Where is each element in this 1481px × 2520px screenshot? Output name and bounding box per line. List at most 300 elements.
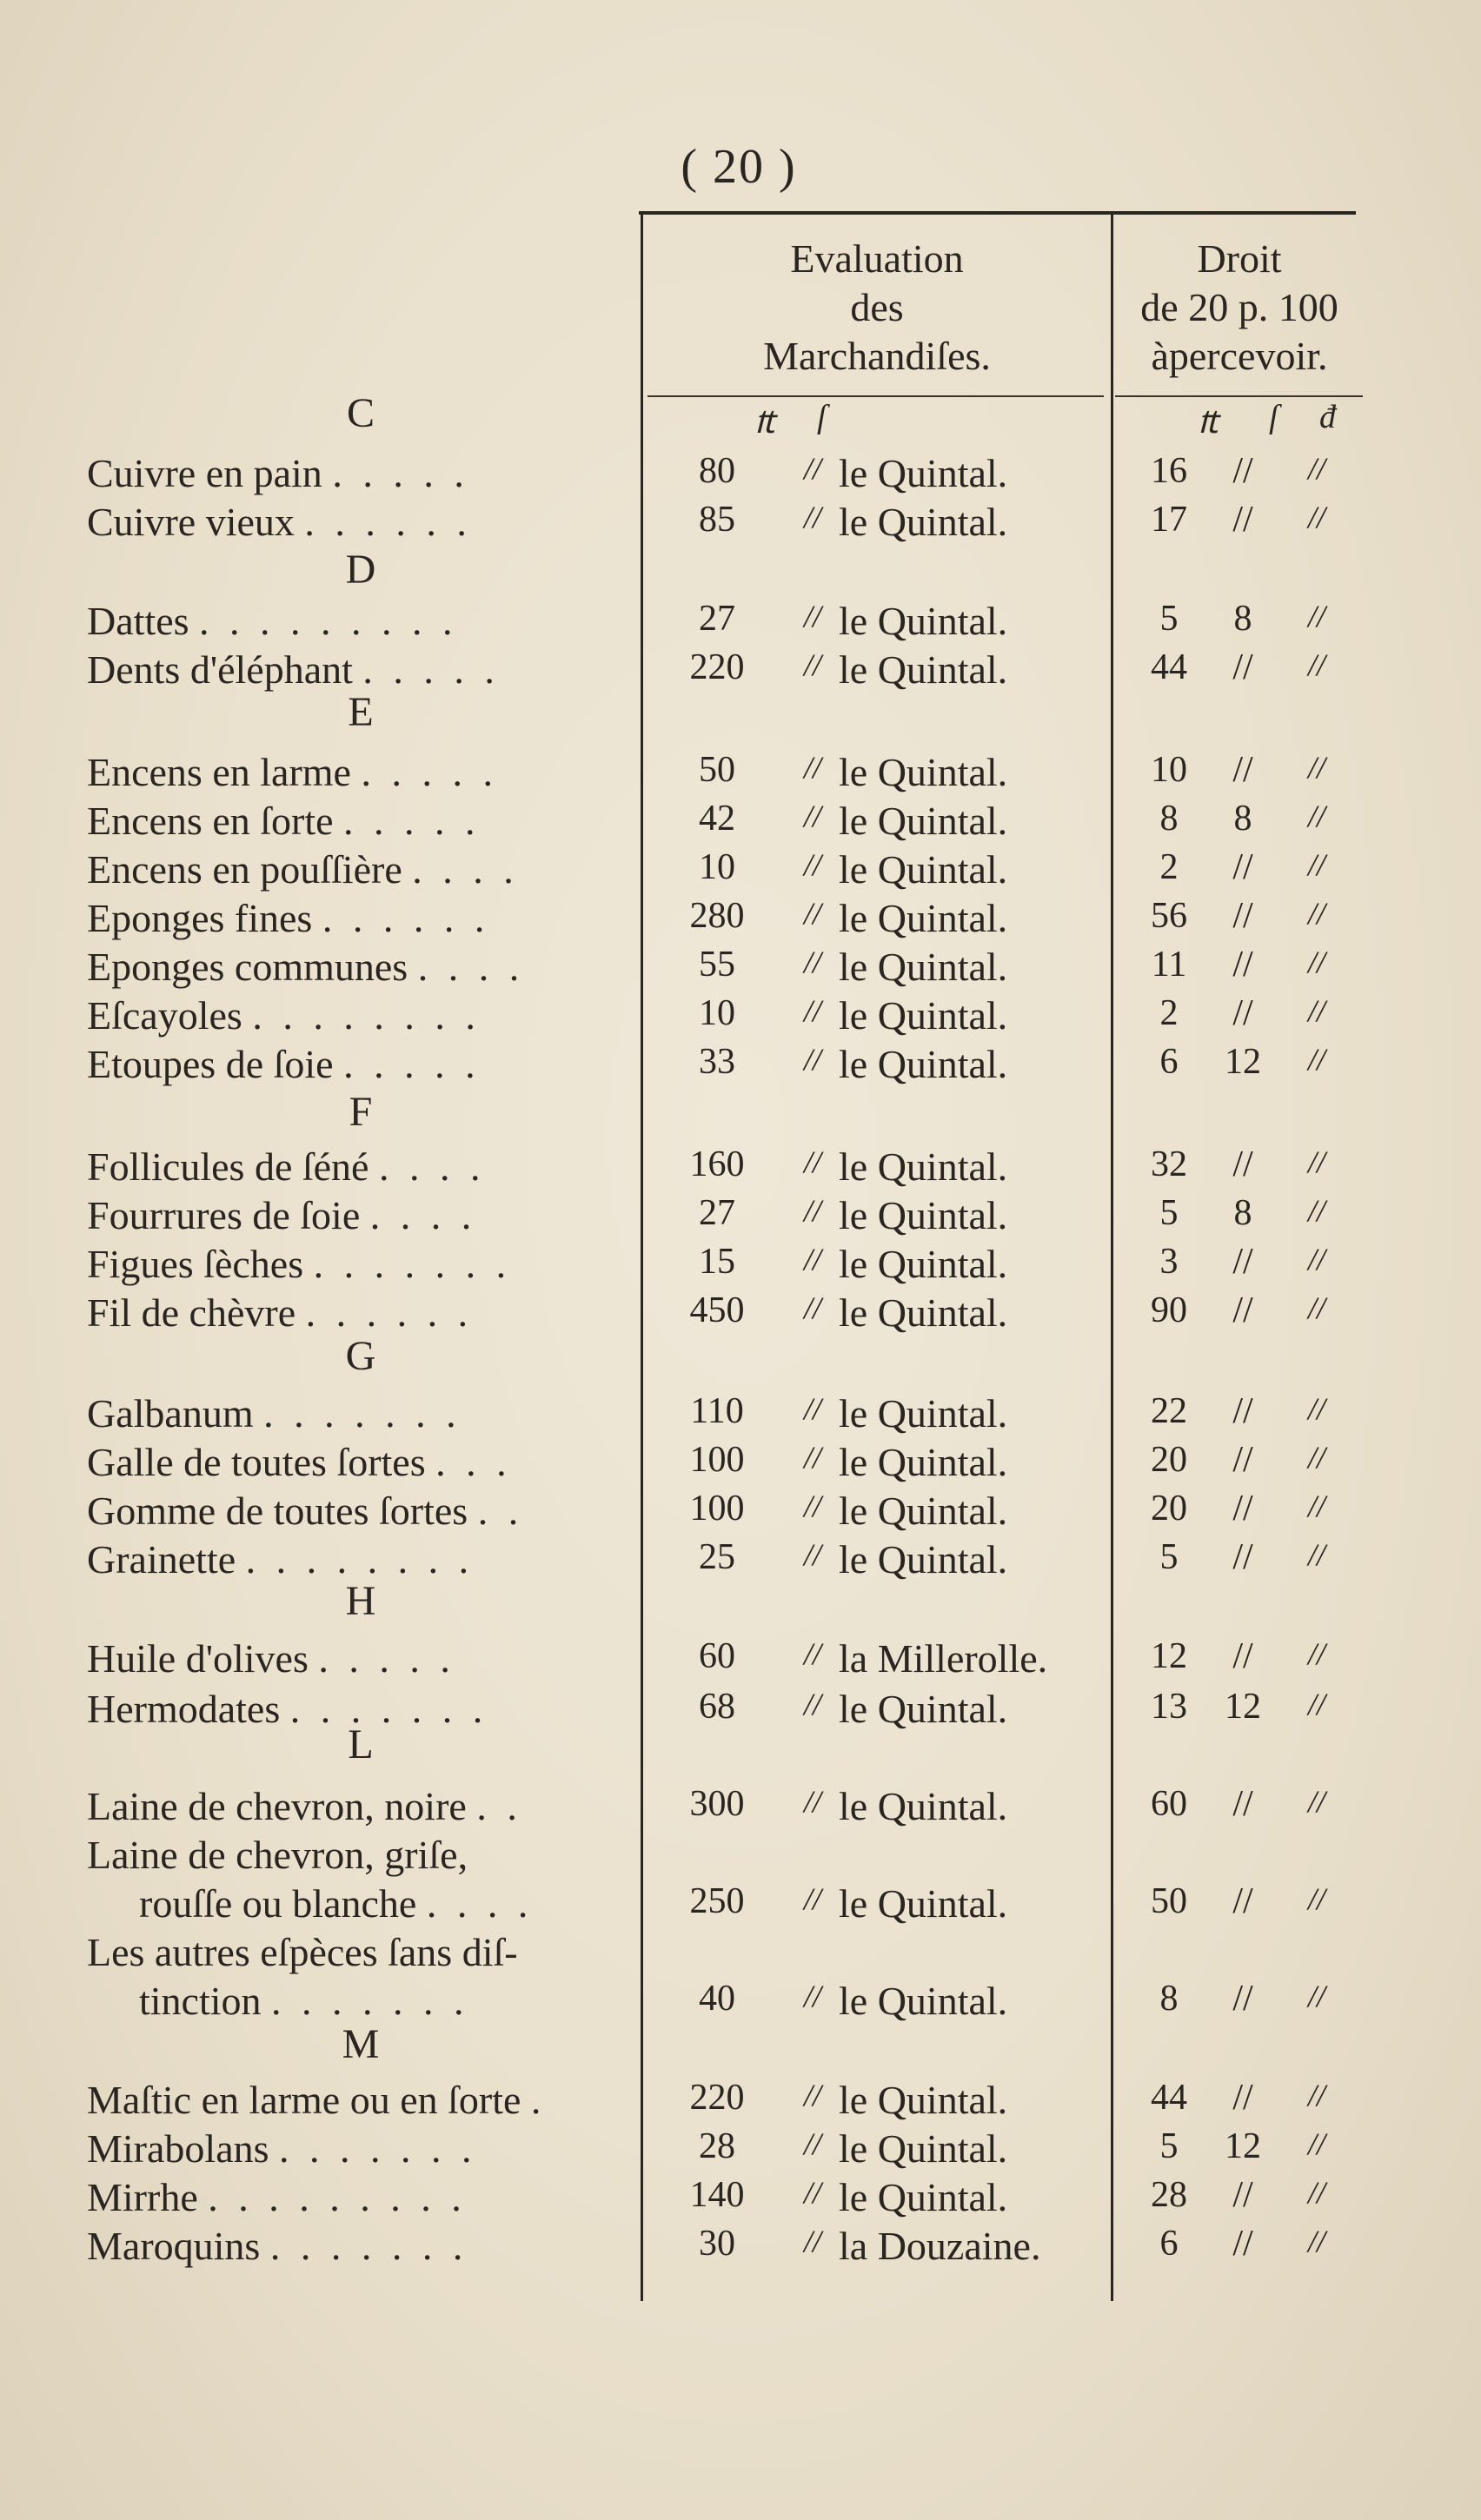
leader-dots: . . . . . . . bbox=[269, 2224, 468, 2268]
droit-sols: 8 bbox=[1233, 1193, 1252, 1233]
item-label: Follicules de ſéné bbox=[87, 1144, 369, 1189]
item-label: Maroquins bbox=[87, 2224, 261, 2268]
table-row bbox=[0, 1978, 1481, 2026]
leader-dots: . . . . bbox=[412, 847, 519, 892]
evaluation-value: 27 bbox=[699, 1193, 735, 1233]
unit-label: le Quintal. bbox=[839, 1290, 1008, 1335]
evaluation-value: 250 bbox=[689, 1881, 745, 1921]
section-letter: D bbox=[345, 547, 376, 593]
droit-livres: 28 bbox=[1151, 2175, 1187, 2215]
ditto-mark: // bbox=[803, 750, 821, 785]
droit-livres: 2 bbox=[1159, 847, 1179, 887]
leader-dots: . . . . . . . bbox=[279, 2126, 477, 2171]
droit-deniers: // bbox=[1307, 993, 1325, 1028]
ditto-mark: // bbox=[803, 847, 821, 882]
table-row bbox=[0, 798, 1481, 846]
ditto-mark: // bbox=[803, 1979, 821, 2013]
droit-livres: 5 bbox=[1159, 2126, 1179, 2166]
table-row bbox=[0, 846, 1481, 895]
unit-label: le Quintal. bbox=[839, 799, 1008, 843]
item-name bbox=[87, 944, 524, 990]
droit-sols: // bbox=[1232, 1881, 1253, 1921]
item-name bbox=[87, 1832, 468, 1878]
leader-dots: . bbox=[530, 2078, 547, 2122]
ditto-mark: // bbox=[803, 2126, 821, 2161]
droit-sols: // bbox=[1232, 945, 1253, 985]
evaluation-value: 33 bbox=[699, 1042, 735, 1082]
header-rule-droit bbox=[1115, 395, 1363, 397]
droit-livres: 13 bbox=[1151, 1687, 1187, 1727]
leader-dots: . . . . . . . bbox=[271, 1979, 469, 2023]
table-row bbox=[0, 2174, 1481, 2223]
droit-livres: 50 bbox=[1151, 1881, 1187, 1921]
droit-deniers: // bbox=[1307, 2175, 1325, 2210]
unit-header-sols-droit: ſ bbox=[1269, 399, 1278, 435]
unit-label: le Quintal. bbox=[839, 1391, 1008, 1436]
ditto-mark: // bbox=[803, 1290, 821, 1325]
ditto-mark: // bbox=[803, 1489, 821, 1523]
table-row bbox=[0, 1686, 1481, 1734]
unit-label: le Quintal. bbox=[839, 500, 1008, 544]
droit-livres: 17 bbox=[1151, 500, 1187, 540]
droit-livres: 22 bbox=[1151, 1391, 1187, 1431]
item-name bbox=[87, 1439, 512, 1485]
droit-sols: // bbox=[1232, 1979, 1253, 2019]
leader-dots: . . . . . . . bbox=[263, 1391, 462, 1436]
leader-dots: . . . . . . . bbox=[313, 1242, 512, 1286]
item-name bbox=[87, 992, 481, 1038]
item-name bbox=[87, 1783, 522, 1829]
item-label: Eponges fines bbox=[87, 896, 313, 940]
item-name bbox=[87, 499, 472, 545]
leader-dots: . . . . bbox=[417, 945, 525, 989]
item-label: tinction bbox=[139, 1979, 262, 2023]
table-row bbox=[0, 1880, 1481, 1929]
ditto-mark: // bbox=[803, 1784, 821, 1819]
unit-label: le Quintal. bbox=[839, 1979, 1008, 2023]
column-header-evaluation bbox=[643, 235, 1111, 381]
unit-label: le Quintal. bbox=[839, 599, 1008, 643]
table-row bbox=[0, 2077, 1481, 2125]
unit-header-livres: ₶ bbox=[754, 404, 775, 441]
evaluation-value: 85 bbox=[699, 500, 735, 540]
table-row bbox=[0, 1241, 1481, 1290]
unit-label: le Quintal. bbox=[839, 2126, 1008, 2171]
header-line: àpercevoir. bbox=[1151, 334, 1328, 378]
leader-dots: . . bbox=[476, 1784, 522, 1828]
unit-label: le Quintal. bbox=[839, 1242, 1008, 1286]
ditto-mark: // bbox=[803, 1144, 821, 1179]
item-label: Encens en ſorte bbox=[87, 799, 334, 843]
table-row bbox=[0, 992, 1481, 1041]
evaluation-value: 68 bbox=[699, 1687, 735, 1727]
evaluation-value: 10 bbox=[699, 847, 735, 887]
droit-livres: 20 bbox=[1151, 1440, 1187, 1480]
ditto-mark: // bbox=[803, 1193, 821, 1228]
header-line: de 20 p. 100 bbox=[1140, 285, 1338, 329]
unit-label: le Quintal. bbox=[839, 2078, 1008, 2122]
unit-label: le Quintal. bbox=[839, 1784, 1008, 1828]
droit-sols: // bbox=[1232, 2175, 1253, 2215]
leader-dots: . . . bbox=[435, 1440, 512, 1484]
header-line: des bbox=[850, 285, 904, 329]
droit-deniers: // bbox=[1307, 847, 1325, 882]
droit-livres: 44 bbox=[1151, 2078, 1187, 2118]
evaluation-value: 280 bbox=[689, 896, 745, 936]
evaluation-value: 220 bbox=[689, 647, 745, 687]
item-name bbox=[87, 2077, 546, 2123]
item-label: Galle de toutes ſortes bbox=[87, 1440, 426, 1484]
unit-label: le Quintal. bbox=[839, 1537, 1008, 1582]
leader-dots: . . . . bbox=[369, 1193, 477, 1237]
droit-deniers: // bbox=[1307, 1242, 1325, 1277]
item-name bbox=[87, 1241, 511, 1287]
item-name bbox=[87, 1192, 476, 1238]
droit-sols: // bbox=[1232, 1489, 1253, 1529]
droit-deniers: // bbox=[1307, 2126, 1325, 2161]
item-label: Etoupes de ſoie bbox=[87, 1042, 334, 1086]
droit-sols: 12 bbox=[1225, 1687, 1261, 1727]
table-row bbox=[0, 749, 1481, 798]
unit-label: le Quintal. bbox=[839, 1440, 1008, 1484]
unit-label: la Millerolle. bbox=[839, 1636, 1048, 1681]
item-label: Hermodates bbox=[87, 1687, 281, 1731]
droit-deniers: // bbox=[1307, 500, 1325, 534]
table-row bbox=[0, 1929, 1481, 1978]
table-top-rule bbox=[639, 211, 1356, 215]
droit-livres: 6 bbox=[1159, 2224, 1179, 2264]
evaluation-value: 220 bbox=[689, 2078, 745, 2118]
leader-dots: . . . . . . . . bbox=[252, 993, 481, 1038]
droit-livres: 2 bbox=[1159, 993, 1179, 1033]
evaluation-value: 140 bbox=[689, 2175, 745, 2215]
item-label: Encens en pouſſière bbox=[87, 847, 402, 892]
item-label: Eponges communes bbox=[87, 945, 408, 989]
section-letter: H bbox=[345, 1578, 376, 1624]
evaluation-value: 42 bbox=[699, 799, 735, 839]
item-label: Fil de chèvre bbox=[87, 1290, 296, 1335]
droit-deniers: // bbox=[1307, 945, 1325, 979]
item-label: Maſtic en larme ou en ſorte bbox=[87, 2078, 521, 2122]
droit-sols: 12 bbox=[1225, 1042, 1261, 1082]
droit-livres: 8 bbox=[1159, 799, 1179, 839]
item-label: Mirrhe bbox=[87, 2175, 198, 2219]
droit-sols: // bbox=[1232, 1144, 1253, 1184]
evaluation-value: 28 bbox=[699, 2126, 735, 2166]
item-label: Grainette bbox=[87, 1537, 236, 1582]
droit-sols: 8 bbox=[1233, 799, 1252, 839]
item-name bbox=[87, 450, 469, 496]
droit-deniers: // bbox=[1307, 1537, 1325, 1572]
table-row bbox=[0, 1041, 1481, 1090]
droit-deniers: // bbox=[1307, 896, 1325, 931]
droit-deniers: // bbox=[1307, 1193, 1325, 1228]
unit-header-livres-droit: ₶ bbox=[1198, 404, 1219, 441]
droit-livres: 8 bbox=[1159, 1979, 1179, 2019]
table-row bbox=[0, 647, 1481, 695]
unit-label: la Douzaine. bbox=[839, 2224, 1041, 2268]
unit-label: le Quintal. bbox=[839, 2175, 1008, 2219]
item-label: Fourrures de ſoie bbox=[87, 1193, 361, 1237]
leader-dots: . . . . . . bbox=[304, 500, 472, 544]
droit-sols: // bbox=[1232, 993, 1253, 1033]
item-label: Encens en larme bbox=[87, 750, 351, 794]
droit-sols: // bbox=[1232, 750, 1253, 790]
item-name bbox=[87, 749, 498, 795]
item-label: Laine de chevron, noire bbox=[87, 1784, 467, 1828]
droit-sols: // bbox=[1232, 1636, 1253, 1676]
droit-sols: // bbox=[1232, 1242, 1253, 1282]
droit-livres: 32 bbox=[1151, 1144, 1187, 1184]
unit-label: le Quintal. bbox=[839, 750, 1008, 794]
droit-deniers: // bbox=[1307, 1144, 1325, 1179]
unit-label: le Quintal. bbox=[839, 647, 1008, 692]
section-letter: L bbox=[348, 1721, 374, 1767]
droit-livres: 60 bbox=[1151, 1784, 1187, 1824]
ditto-mark: // bbox=[803, 500, 821, 534]
droit-deniers: // bbox=[1307, 1881, 1325, 1916]
unit-header-sols: ſ bbox=[817, 399, 827, 435]
droit-deniers: // bbox=[1307, 2224, 1325, 2258]
leader-dots: . . . . . bbox=[343, 1042, 481, 1086]
item-label: Galbanum bbox=[87, 1391, 254, 1436]
droit-deniers: // bbox=[1307, 1636, 1325, 1671]
header-line: Evaluation bbox=[790, 236, 964, 281]
unit-label: le Quintal. bbox=[839, 1489, 1008, 1533]
evaluation-value: 10 bbox=[699, 993, 735, 1033]
table-row bbox=[0, 1832, 1481, 1880]
droit-deniers: // bbox=[1307, 1489, 1325, 1523]
droit-deniers: // bbox=[1307, 599, 1325, 633]
evaluation-value: 25 bbox=[699, 1537, 735, 1577]
droit-livres: 10 bbox=[1151, 750, 1187, 790]
evaluation-value: 60 bbox=[699, 1636, 735, 1676]
item-label: Les autres eſpèces ſans diſ- bbox=[87, 1930, 518, 1974]
table-row bbox=[0, 1536, 1481, 1585]
ditto-mark: // bbox=[803, 451, 821, 486]
droit-livres: 11 bbox=[1151, 945, 1187, 985]
unit-header-deniers-droit: đ bbox=[1319, 399, 1336, 435]
droit-deniers: // bbox=[1307, 799, 1325, 833]
evaluation-value: 100 bbox=[689, 1489, 745, 1529]
leader-dots: . . . . . . bbox=[305, 1290, 474, 1335]
item-name bbox=[87, 647, 500, 693]
item-name bbox=[87, 1290, 473, 1336]
droit-deniers: // bbox=[1307, 1290, 1325, 1325]
evaluation-value: 30 bbox=[699, 2224, 735, 2264]
table-row bbox=[0, 944, 1481, 992]
section-letter: M bbox=[342, 2021, 380, 2067]
leader-dots: . . . . . . . . . bbox=[199, 599, 458, 643]
evaluation-value: 100 bbox=[689, 1440, 745, 1480]
section-letter: C bbox=[346, 390, 375, 436]
droit-sols: // bbox=[1232, 1440, 1253, 1480]
ditto-mark: // bbox=[803, 2224, 821, 2258]
table-row bbox=[0, 1488, 1481, 1536]
item-label: Laine de chevron, griſe, bbox=[87, 1833, 468, 1877]
droit-sols: // bbox=[1232, 847, 1253, 887]
droit-sols: // bbox=[1232, 896, 1253, 936]
droit-livres: 3 bbox=[1159, 1242, 1179, 1282]
item-label: Cuivre vieux bbox=[87, 500, 295, 544]
leader-dots: . . . . . bbox=[361, 750, 498, 794]
droit-sols: // bbox=[1232, 2224, 1253, 2264]
item-label: rouſſe ou blanche bbox=[139, 1881, 417, 1926]
table-row bbox=[0, 895, 1481, 944]
droit-deniers: // bbox=[1307, 647, 1325, 682]
ditto-mark: // bbox=[803, 1242, 821, 1277]
droit-livres: 90 bbox=[1151, 1290, 1187, 1330]
leader-dots: . . . . . . bbox=[322, 896, 490, 940]
leader-dots: . . bbox=[477, 1489, 524, 1533]
item-label: Dattes bbox=[87, 599, 189, 643]
ditto-mark: // bbox=[803, 993, 821, 1028]
droit-livres: 5 bbox=[1159, 1193, 1179, 1233]
unit-label: le Quintal. bbox=[839, 1193, 1008, 1237]
droit-livres: 5 bbox=[1159, 1537, 1179, 1577]
item-name bbox=[87, 1144, 485, 1190]
evaluation-value: 300 bbox=[689, 1784, 745, 1824]
ditto-mark: // bbox=[803, 1537, 821, 1572]
header-line: Droit bbox=[1197, 236, 1282, 281]
evaluation-value: 55 bbox=[699, 945, 735, 985]
table-row bbox=[0, 1192, 1481, 1241]
unit-label: le Quintal. bbox=[839, 945, 1008, 989]
droit-livres: 16 bbox=[1151, 451, 1187, 491]
item-name-continuation bbox=[139, 1880, 533, 1926]
droit-livres: 5 bbox=[1159, 599, 1179, 639]
droit-deniers: // bbox=[1307, 750, 1325, 785]
ditto-mark: // bbox=[803, 647, 821, 682]
table-row bbox=[0, 450, 1481, 499]
evaluation-value: 27 bbox=[699, 599, 735, 639]
droit-sols: // bbox=[1232, 451, 1253, 491]
leader-dots: . . . . . bbox=[343, 799, 481, 843]
ditto-mark: // bbox=[803, 2175, 821, 2210]
droit-livres: 12 bbox=[1151, 1636, 1187, 1676]
item-name bbox=[87, 2174, 467, 2220]
leader-dots: . . . . . bbox=[332, 451, 469, 495]
droit-deniers: // bbox=[1307, 2078, 1325, 2112]
page-number: ( 20 ) bbox=[681, 140, 797, 194]
leader-dots: . . . . . bbox=[362, 647, 500, 692]
droit-deniers: // bbox=[1307, 1042, 1325, 1077]
droit-sols: // bbox=[1232, 1391, 1253, 1431]
item-label: Mirabolans bbox=[87, 2126, 269, 2171]
item-label: Cuivre en pain bbox=[87, 451, 322, 495]
droit-sols: // bbox=[1232, 647, 1253, 687]
droit-sols: // bbox=[1232, 1290, 1253, 1330]
leader-dots: . . . . . . . bbox=[289, 1687, 488, 1731]
leader-dots: . . . . . bbox=[318, 1636, 455, 1681]
evaluation-value: 80 bbox=[699, 451, 735, 491]
item-name bbox=[87, 1488, 523, 1534]
unit-label: le Quintal. bbox=[839, 847, 1008, 892]
droit-deniers: // bbox=[1307, 1784, 1325, 1819]
item-label: Huile d'olives bbox=[87, 1636, 309, 1681]
evaluation-value: 160 bbox=[689, 1144, 745, 1184]
item-name bbox=[87, 1635, 455, 1681]
ditto-mark: // bbox=[803, 945, 821, 979]
unit-label: le Quintal. bbox=[839, 1042, 1008, 1086]
item-label: Dents d'éléphant bbox=[87, 647, 353, 692]
ditto-mark: // bbox=[803, 599, 821, 633]
ditto-mark: // bbox=[803, 1391, 821, 1426]
droit-sols: // bbox=[1232, 1784, 1253, 1824]
ditto-mark: // bbox=[803, 1687, 821, 1721]
droit-sols: // bbox=[1232, 500, 1253, 540]
item-label: Eſcayoles bbox=[87, 993, 242, 1038]
table-row bbox=[0, 1439, 1481, 1488]
table-row bbox=[0, 1290, 1481, 1338]
droit-sols: 8 bbox=[1233, 599, 1252, 639]
droit-deniers: // bbox=[1307, 451, 1325, 486]
evaluation-value: 40 bbox=[699, 1979, 735, 2019]
unit-label: le Quintal. bbox=[839, 896, 1008, 940]
unit-label: le Quintal. bbox=[839, 451, 1008, 495]
table-row bbox=[0, 1635, 1481, 1684]
ditto-mark: // bbox=[803, 799, 821, 833]
ditto-mark: // bbox=[803, 1881, 821, 1916]
item-name-continuation bbox=[139, 1978, 469, 2024]
leader-dots: . . . . bbox=[378, 1144, 486, 1189]
droit-sols: // bbox=[1232, 1537, 1253, 1577]
droit-deniers: // bbox=[1307, 1687, 1325, 1721]
table-row bbox=[0, 1390, 1481, 1439]
unit-label: le Quintal. bbox=[839, 993, 1008, 1038]
evaluation-value: 110 bbox=[690, 1391, 744, 1431]
table-row bbox=[0, 2223, 1481, 2271]
item-name bbox=[87, 598, 458, 644]
item-name bbox=[87, 1929, 518, 1975]
ditto-mark: // bbox=[803, 896, 821, 931]
droit-deniers: // bbox=[1307, 1979, 1325, 2013]
droit-livres: 44 bbox=[1151, 647, 1187, 687]
item-name bbox=[87, 1536, 474, 1582]
ditto-mark: // bbox=[803, 1636, 821, 1671]
ditto-mark: // bbox=[803, 2078, 821, 2112]
table-row bbox=[0, 1783, 1481, 1832]
droit-deniers: // bbox=[1307, 1440, 1325, 1475]
unit-label: le Quintal. bbox=[839, 1687, 1008, 1731]
droit-livres: 56 bbox=[1151, 896, 1187, 936]
droit-sols: 12 bbox=[1225, 2126, 1261, 2166]
ditto-mark: // bbox=[803, 1440, 821, 1475]
evaluation-value: 15 bbox=[699, 1242, 735, 1282]
table-row bbox=[0, 499, 1481, 547]
leader-dots: . . . . . . . . . bbox=[208, 2175, 467, 2219]
table-row bbox=[0, 598, 1481, 647]
item-name bbox=[87, 1686, 488, 1732]
table-row bbox=[0, 1144, 1481, 1192]
section-letter: G bbox=[345, 1333, 376, 1379]
item-name bbox=[87, 1390, 462, 1436]
leader-dots: . . . . . . . . bbox=[245, 1537, 475, 1582]
unit-label: le Quintal. bbox=[839, 1881, 1008, 1926]
column-header-droit bbox=[1113, 235, 1365, 381]
ditto-mark: // bbox=[803, 1042, 821, 1077]
evaluation-value: 450 bbox=[689, 1290, 745, 1330]
droit-deniers: // bbox=[1307, 1391, 1325, 1426]
header-rule-evaluation bbox=[648, 395, 1104, 397]
item-name bbox=[87, 2223, 468, 2269]
header-line: Marchandiſes. bbox=[763, 334, 991, 378]
item-label: Gomme de toutes ſortes bbox=[87, 1489, 468, 1533]
unit-label: le Quintal. bbox=[839, 1144, 1008, 1189]
droit-livres: 20 bbox=[1151, 1489, 1187, 1529]
leader-dots: . . . . bbox=[426, 1881, 534, 1926]
item-name bbox=[87, 2125, 477, 2172]
